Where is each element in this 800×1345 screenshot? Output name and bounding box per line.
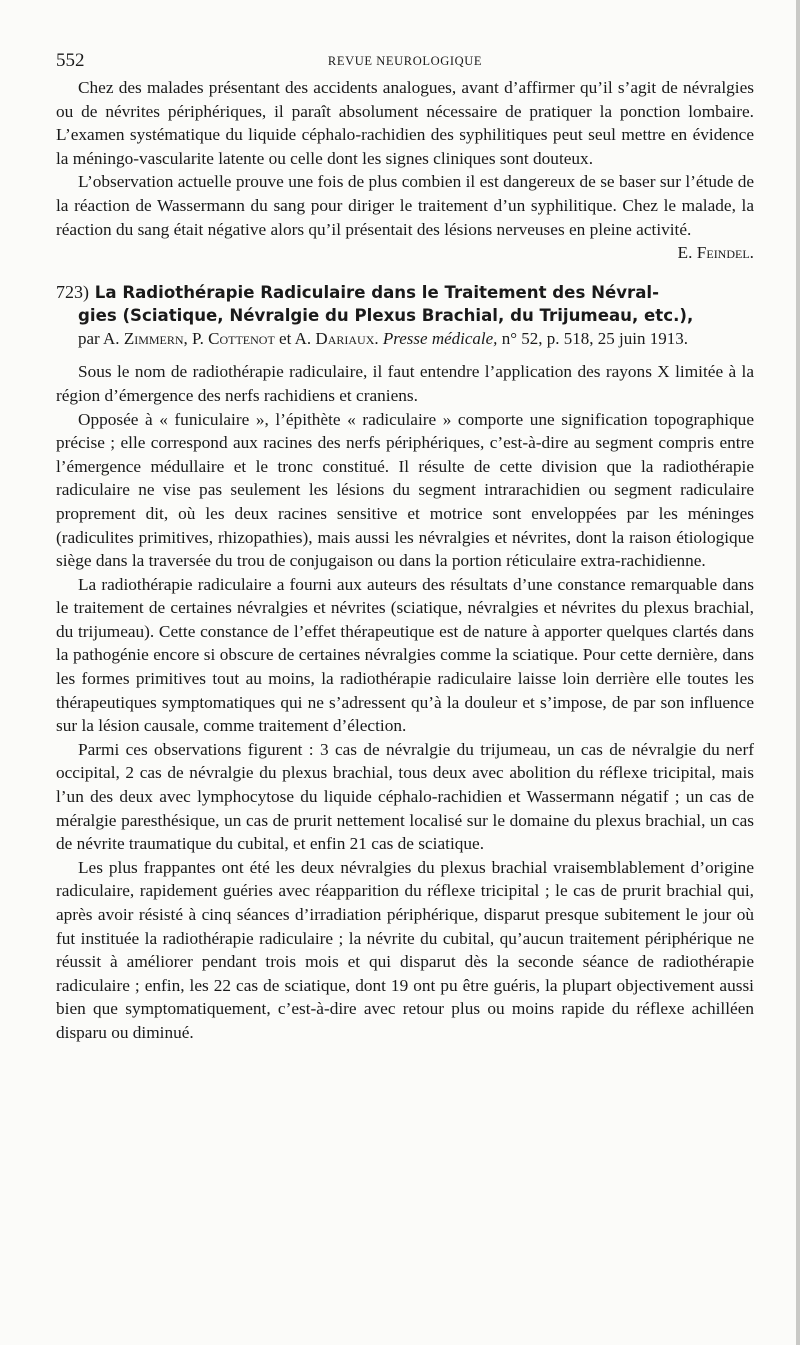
publication-date: 25 juin 1913. [597, 328, 688, 348]
paragraph: La radiothérapie radiculaire a fourni aux auteurs des résultats d’une constance remarquable dans le traitement de certaines névralgies et névrites (sciatique, névralgies et névrites du plexus brachial, du trijumeau). Cette constance de l’effet thérapeutique est de nature à apporter quelques clartés dans la pathogénie encore si obscure de certaines névralgies comme la sciatique. Pour cette dernière, dans les formes primitives tout au moins, la radiothérapie radiculaire laisse loin derrière elle toutes les thérapeutiques symptomatiques qui ne s’adressent qu’à la douleur et s’impose, de par son influence sur la lésion causale, comme traitement d’élection. [56, 574, 754, 736]
paragraph: Opposée à « funiculaire », l’épithète « radiculaire » comporte une signification topographique précise ; elle correspond aux racines des nerfs périphériques, c’est-à-dire au segment compris entre l’émergence médullaire et le tronc constitué. Il résulte de cette division que la radiothérapie radiculaire ne vise pas seulement les lésions du segment intrarachidien ou segment radiculaire proprement dit, où les deux racines sensitive et motrice sont enveloppées par les méninges (radiculites primitives, rhizopathies), mais aussi les névralgies et névrites, dont la raison étiologique siège dans la traversée du trou de conjugaison ou dans la portion réticulaire extra-rachidienne. [56, 409, 754, 571]
page-header [56, 50, 754, 76]
author-initial: A. [103, 328, 120, 348]
author-name: Dariaux. [315, 328, 379, 348]
entry-title-line1: La Radiothérapie Radiculaire dans le Traitement des Névral- [94, 282, 660, 302]
review-body [56, 360, 754, 1044]
author-name: Zimmern, [123, 328, 188, 348]
journal-name: Presse médicale, [382, 328, 498, 348]
journal-page [56, 50, 754, 1045]
ref-et: et [279, 328, 292, 348]
reviewer-signature [56, 241, 754, 265]
paragraph: Les plus frappantes ont été les deux névralgies du plexus brachial vraisemblablement d’origine radiculaire, rapidement guéries avec réapparition du réflexe tricipital ; le cas de prurit brachial qui, après avoir résisté à cinq séances d’irradiation périphérique, disparut presque subitement le jour où fut instituée la radiothérapie radiculaire ; la névrite du cubital, qu’aucun traitement périphérique ne réussit à améliorer pendant trois mois et qui disparut dès la seconde séance de radiothérapie radiculaire ; enfin, les 22 cas de sciatique, dont 19 ont pu être guéris, la plupart objectivement aussi bien que symptomatiquement, c’est-à-dire avec retour plus ou moins rapide du réflexe achilléen disparu ou diminué. [56, 857, 754, 1042]
entry-title-line2: gies (Sciatique, Névralgie du Plexus Brachial, du Trijumeau, etc.), [78, 305, 694, 325]
author-initial: A. [294, 328, 312, 348]
journal-issue: n° 52, p. 518, [501, 328, 594, 348]
entry-reference [56, 327, 754, 351]
reviewer-initial: E. [677, 243, 693, 263]
paragraph: Chez des malades présentant des accidents analogues, avant d’affirmer qu’il s’agit de névralgies ou de névrites périphériques, il paraît absolument nécessaire de pratiquer la ponction lombaire. L’examen systématique du liquide céphalo-rachidien des syphilitiques peut seul mettre en évidence la méningo-vascularite latente ou celle dont les signes cliniques sont douteux. [56, 78, 754, 168]
paragraph-text: L’observation actuelle prouve une fois de plus combien il est dangereux de se baser sur l’étude de la réaction de Wassermann du sang pour diriger le traitement d’un syphilitique. Chez le malade, la réaction du sang était négative alors qu’il présentait des lésions nerveuses en pleine activité. [56, 172, 754, 239]
page-number: 552 [56, 50, 85, 71]
paragraph [56, 170, 754, 264]
author-name: Cottenot [208, 328, 275, 348]
paragraph: Sous le nom de radiothérapie radiculaire, il faut entendre l’application des rayons X limitée à la région d’émergence des nerfs rachidiens et craniens. [56, 362, 754, 405]
page-edge-shadow [796, 0, 800, 1345]
entry-title [56, 281, 754, 327]
ref-par: par [78, 328, 100, 348]
running-title: REVUE NEUROLOGIQUE [327, 54, 483, 68]
paragraph: Parmi ces observations figurent : 3 cas de névralgie du trijumeau, un cas de névralgie du nerf occipital, 2 cas de névralgie du plexus brachial, tous deux avec abolition du réflexe tricipital, mais l’un des deux avec lymphocytose du liquide céphalo-rachidien et Wassermann négatif ; un cas de méralgie paresthésique, un cas de prurit nettement localisé sur le domaine du plexus brachial, un cas de névrite traumatique du cubital, et enfin 21 cas de sciatique. [56, 739, 754, 854]
review-entry [56, 281, 754, 351]
entry-number: 723) [56, 281, 89, 302]
author-initial: P. [192, 328, 204, 348]
previous-review-end [56, 76, 754, 265]
reviewer-name: Feindel. [696, 243, 754, 263]
